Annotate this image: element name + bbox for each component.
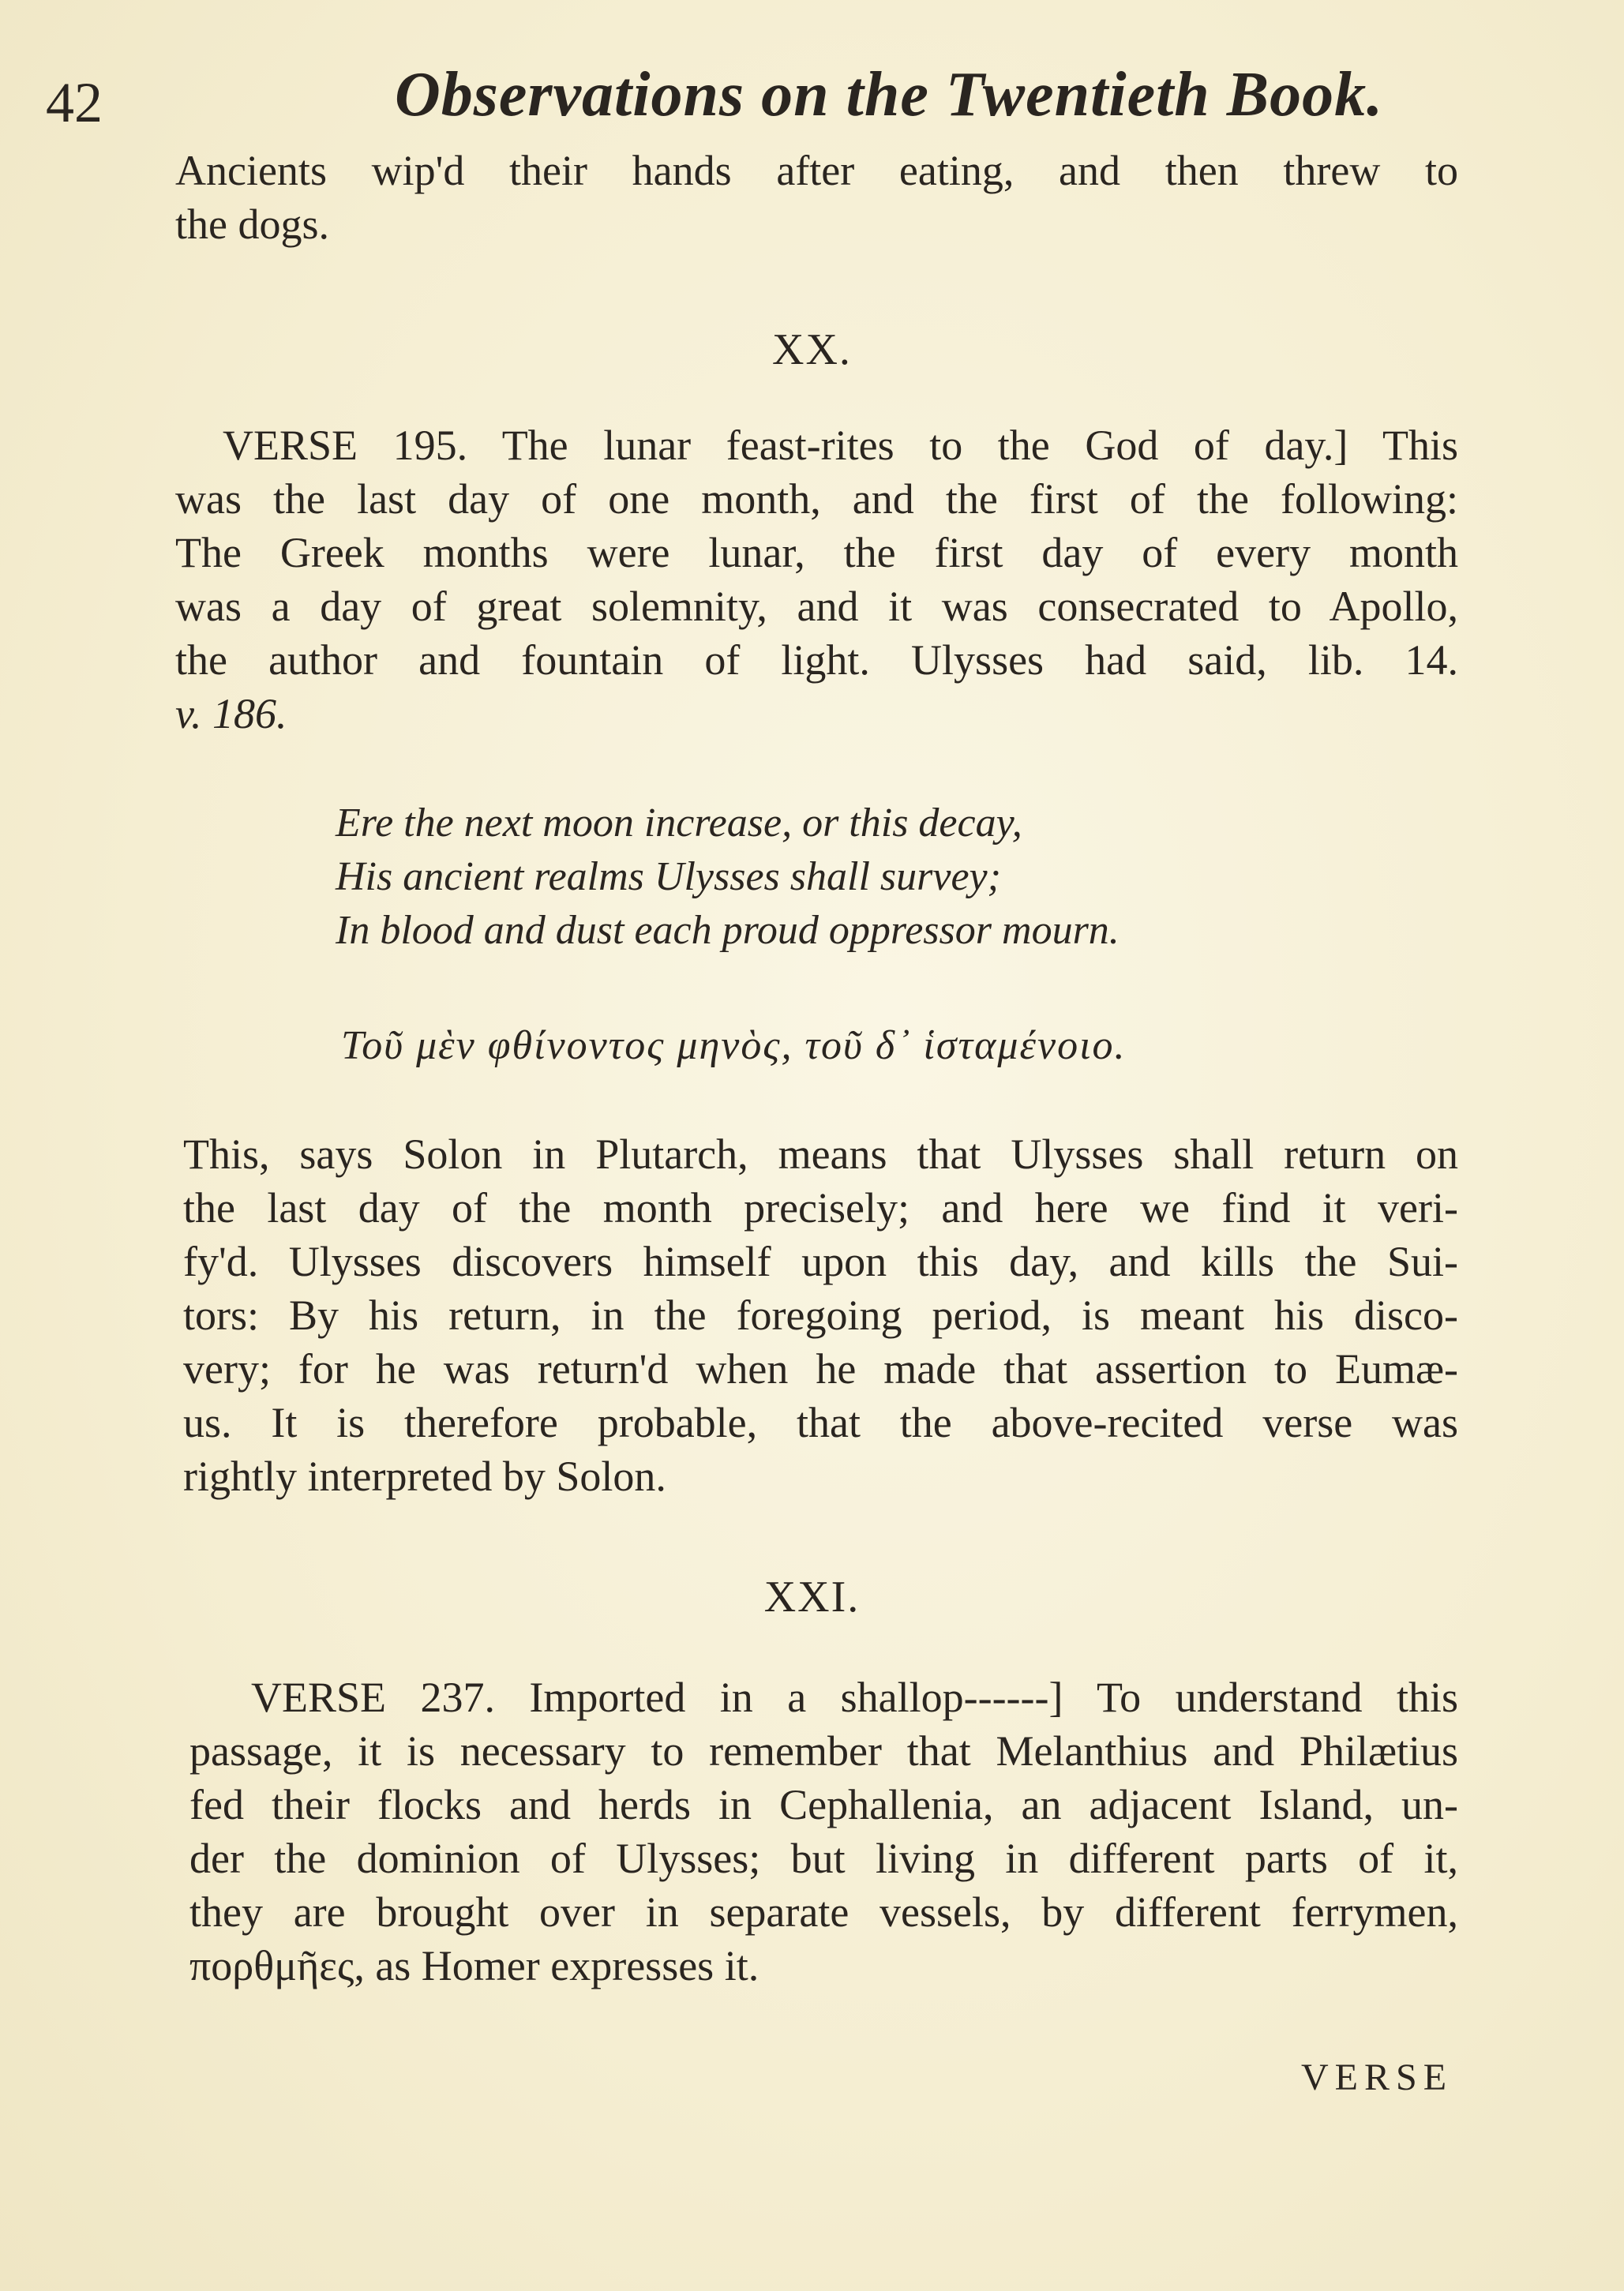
section-heading-xx: XX. [772,325,852,374]
paragraph-line: tors: By his return, in the foregoing period, is meant his disco- [183,1292,1458,1339]
verse-quote-line: His ancient realms Ulysses shall survey; [336,854,1001,899]
paragraph-line: der the dominion of Ulysses; but living in different parts of it, [189,1835,1458,1882]
paragraph-line: VERSE 195. The lunar feast-rites to the God of day.] This [223,422,1458,469]
running-title: Observations on the Twentieth Book. [395,60,1384,129]
paragraph-line: VERSE 237. Imported in a shallop------] To understand this [251,1674,1458,1721]
paragraph-line: the author and fountain of light. Ulysses had said, lib. 14. [175,636,1458,684]
paragraph-line: fed their flocks and herds in Cephallenia, an adjacent Island, un- [189,1781,1458,1828]
paragraph-line: they are brought over in separate vessels, by different ferrymen, [189,1888,1458,1936]
paragraph-line: v. 186. [175,690,287,737]
paragraph-line: was a day of great solemnity, and it was consecrated to Apollo, [175,583,1458,630]
paragraph-line: rightly interpreted by Solon. [183,1453,666,1500]
paragraph-line: This, says Solon in Plutarch, means that Ulysses shall return on [183,1131,1458,1178]
paragraph-line: passage, it is necessary to remember that Melanthius and Philætius [189,1727,1458,1775]
greek-quotation: Τοῦ μὲν φθίνοντος μηνὸς, τοῦ δ᾽ ἱσταμένοιο. [341,1023,1127,1068]
intro-line: Ancients wip'd their hands after eating, and then threw to [175,147,1458,194]
verse-quote-line: In blood and dust each proud oppressor mourn. [336,908,1120,953]
catchword: VERSE [1301,2057,1453,2098]
verse-quote-line: Ere the next moon increase, or this decay, [336,801,1022,846]
paragraph-line: very; for he was return'd when he made that assertion to Eumæ- [183,1345,1458,1393]
intro-line: the dogs. [175,201,329,248]
paragraph-line: πορθμῆες, as Homer expresses it. [189,1942,759,1989]
page-number: 42 [46,71,103,134]
paragraph-line: The Greek months were lunar, the first day of every month [175,529,1458,576]
section-heading-xxi: XXI. [763,1573,861,1622]
paragraph-line: us. It is therefore probable, that the above-recited verse was [183,1399,1458,1446]
paragraph-line: the last day of the month precisely; and here we find it veri- [183,1184,1458,1232]
paragraph-line: was the last day of one month, and the first of the following: [175,475,1458,523]
paragraph-line: fy'd. Ulysses discovers himself upon this day, and kills the Sui- [183,1238,1458,1285]
